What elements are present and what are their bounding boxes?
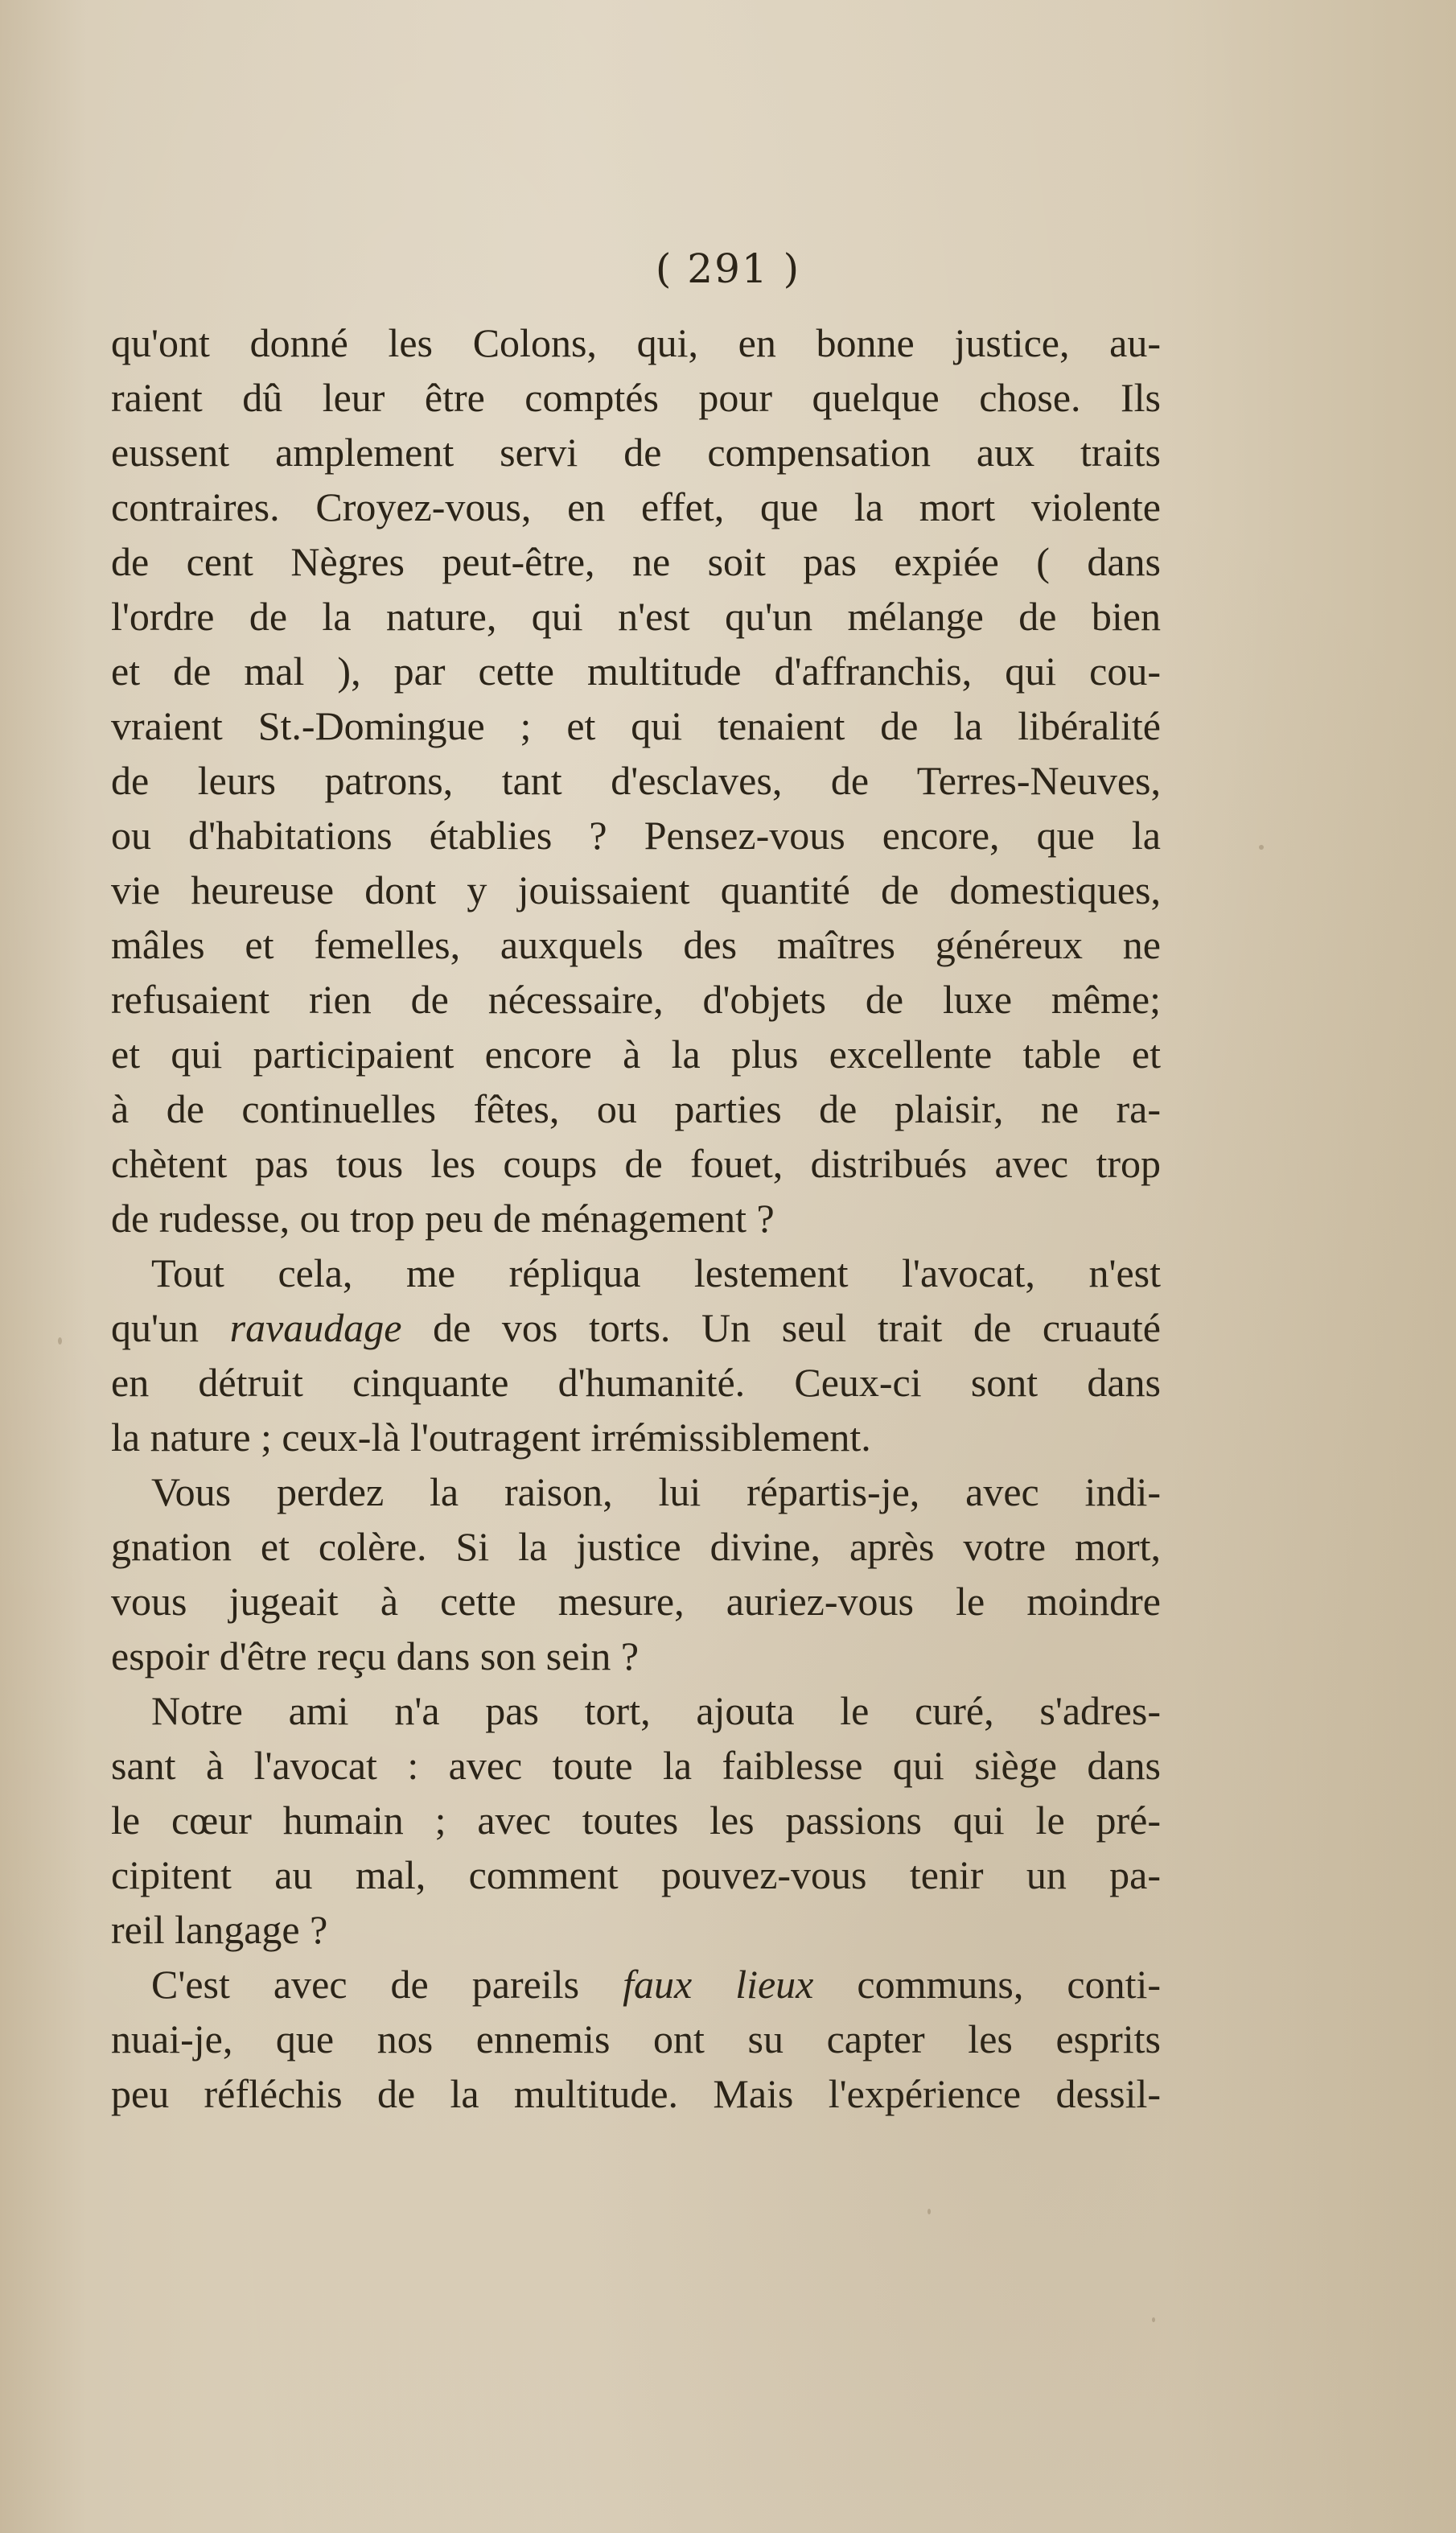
text-line: vie heureuse dont y jouissaient quantité de domestiques,	[111, 867, 1161, 912]
text-line: Vous perdez la raison, lui répartis-je, avec indi-	[151, 1469, 1161, 1514]
text-line: le cœur humain ; avec toutes les passions qui le pré-	[111, 1798, 1161, 1843]
paper-speck	[58, 1337, 62, 1345]
text-line: vous jugeait à cette mesure, auriez-vous le moindre	[111, 1579, 1161, 1624]
text-line: refusaient rien de nécessaire, d'objets de luxe même;	[111, 977, 1161, 1022]
text-line: ou d'habitations établies ? Pensez-vous encore, que la	[111, 813, 1161, 858]
text-line: Notre ami n'a pas tort, ajouta le curé, s'adres-	[151, 1688, 1161, 1733]
text-segment: communs, conti-	[813, 1962, 1161, 2007]
text-line: nuai-je, que nos ennemis ont su capter les esprits	[111, 2016, 1161, 2061]
text-line: vraient St.-Domingue ; et qui tenaient de la libéralité	[111, 703, 1161, 748]
text-line: de cent Nègres peut-être, ne soit pas expiée ( dans	[111, 539, 1161, 584]
text-segment: qu'un	[111, 1305, 230, 1350]
italic-phrase: faux lieux	[623, 1962, 814, 2007]
paper-speck	[1259, 845, 1264, 850]
text-line: qu'ont donné les Colons, qui, en bonne justice, au-	[111, 320, 1161, 365]
text-line: peu réfléchis de la multitude. Mais l'expérience dessil-	[111, 2071, 1161, 2116]
text-line: de leurs patrons, tant d'esclaves, de Terres-Neuves,	[111, 758, 1161, 803]
text-line: sant à l'avocat : avec toute la faiblesse qui siège dans	[111, 1743, 1161, 1788]
body-text	[111, 315, 1161, 2121]
text-line: gnation et colère. Si la justice divine, après votre mort,	[111, 1524, 1161, 1569]
text-line: reil langage ?	[111, 1907, 328, 1952]
text-line: raient dû leur être comptés pour quelque chose. Ils	[111, 375, 1161, 420]
text-line: l'ordre de la nature, qui n'est qu'un mélange de bien	[111, 594, 1161, 639]
paper-speck	[927, 2209, 931, 2214]
text-line: de rudesse, ou trop peu de ménagement ?	[111, 1196, 775, 1241]
text-line: et qui participaient encore à la plus excellente table et	[111, 1032, 1161, 1077]
italic-phrase: ravaudage	[229, 1305, 402, 1350]
text-line	[111, 1957, 1161, 2012]
text-line: Tout cela, me répliqua lestement l'avocat, n'est	[151, 1250, 1161, 1295]
paper-speck	[1152, 2317, 1155, 2322]
text-line: contraires. Croyez-vous, en effet, que la mort violente	[111, 484, 1161, 529]
text-line: cipitent au mal, comment pouvez-vous tenir un pa-	[111, 1852, 1161, 1897]
text-line	[111, 1300, 1161, 1355]
text-line: et de mal ), par cette multitude d'affranchis, qui cou-	[111, 649, 1161, 694]
text-line: eussent amplement servi de compensation aux traits	[111, 430, 1161, 475]
text-line: espoir d'être reçu dans son sein ?	[111, 1633, 640, 1678]
text-line: en détruit cinquante d'humanité. Ceux-ci sont dans	[111, 1360, 1161, 1405]
text-segment: C'est avec de pareils	[151, 1962, 623, 2007]
text-line: mâles et femelles, auxquels des maîtres généreux ne	[111, 922, 1161, 967]
text-line: à de continuelles fêtes, ou parties de plaisir, ne ra-	[111, 1086, 1161, 1131]
text-segment: de vos torts. Un seul trait de cruauté	[401, 1305, 1161, 1350]
text-line: la nature ; ceux-là l'outragent irrémissiblement.	[111, 1415, 871, 1460]
page-number: ( 291 )	[655, 245, 801, 292]
text-line: chètent pas tous les coups de fouet, distribués avec trop	[111, 1141, 1161, 1186]
